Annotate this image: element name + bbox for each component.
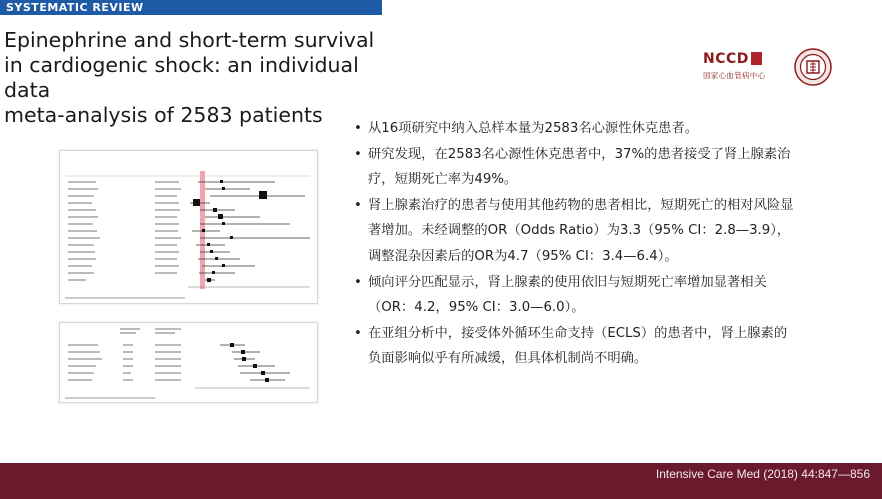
article-title: Epinephrine and short-term survival in cardiogenic shock: an individual data meta-analysis of 2583 patients (4, 28, 375, 127)
finding-bullet: • 倾向评分匹配显示，肾上腺素的使用依旧与短期死亡率增加显著相关（OR：4.2，95% CI：3.0—6.0）。 (354, 270, 794, 321)
nccd-logo-subtitle: 国家心血管病中心 (703, 71, 766, 80)
finding-bullet: • 在亚组分析中，接受体外循环生命支持（ECLS）的患者中，肾上腺素的负面影响似乎有所减缓，但具体机制尚不明确。 (354, 321, 794, 372)
nccd-logo-mark (751, 52, 762, 65)
footer-bar (0, 463, 882, 499)
article-type-banner (0, 0, 382, 15)
institution-seal-logo (794, 48, 832, 86)
subgroup-plot-thumbnail (59, 322, 318, 403)
journal-citation: Intensive Care Med (2018) 44:847—856 (655, 467, 870, 481)
nccd-logo-text: NCCD (703, 51, 749, 67)
finding-bullet: • 从16项研究中纳入总样本量为2583名心源性休克患者。 (354, 116, 794, 142)
banner-label: SYSTEMATIC REVIEW (6, 1, 144, 14)
finding-bullet: • 研究发现，在2583名心源性休克患者中，37%的患者接受了肾上腺素治疗，短期死亡率为49%。 (354, 142, 794, 193)
findings-list (354, 116, 794, 372)
finding-bullet: • 肾上腺素治疗的患者与使用其他药物的患者相比，短期死亡的相对风险显著增加。未经调整的OR（Odds Ratio）为3.3（95% CI：2.8—3.9），调整混杂因素后的OR为4.7（95% CI：3.4—6.4）。 (354, 193, 794, 270)
forest-plot-thumbnail (59, 150, 318, 304)
nccd-logo (703, 50, 775, 86)
subgroup-plot-graphic (65, 328, 310, 399)
forest-plot-graphic (65, 171, 310, 299)
